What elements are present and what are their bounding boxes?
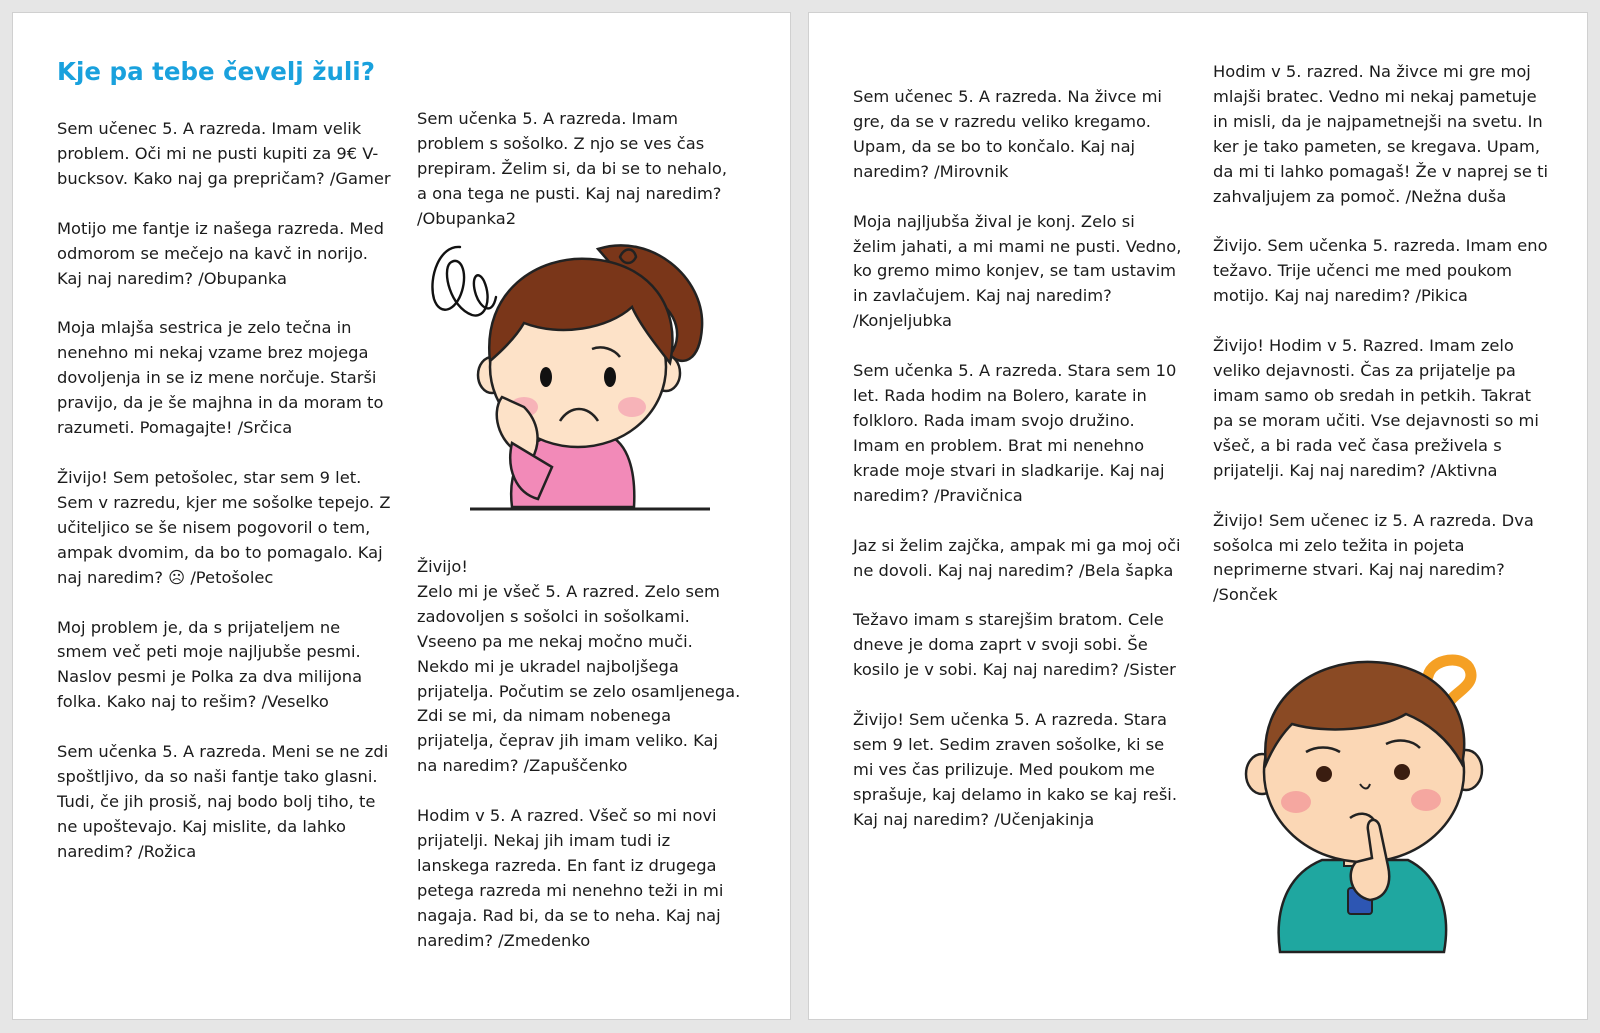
- letter-obupanka: Motijo me fantje iz našega razreda. Med odmorom se mečejo na kavč in norijo. Kaj naj naredim? /Obupanka: [57, 218, 384, 288]
- scribble-icon: [432, 247, 496, 316]
- letter-ucenjakinja: Živijo! Sem učenka 5. A razreda. Stara sem 9 let. Sedim zraven sošolke, ki se mi ves čas prilizuje. Med poukom me sprašuje, kaj delamo in kako se kaj reši. Kaj naj naredim? /Učenjakinja: [853, 710, 1177, 829]
- letter-veselko: Moj problem je, da s prijateljem ne smem več peti moje najljubše pesmi. Naslov pesmi je Polka za dva milijona folka. Kako naj to rešim? /Veselko: [57, 617, 363, 712]
- letter-pravicnica: Sem učenka 5. A razreda. Stara sem 10 let. Rada hodim na Bolero, karate in folkloro. Rada imam svojo družino. Imam en problem. Brat mi nenehno krade moje stvari in sladkarije. Kaj naj naredim? /Pravičnica: [853, 361, 1177, 505]
- letters-column-3: [853, 85, 1183, 858]
- letters-column-4: [1213, 60, 1548, 633]
- letter-rozica: Sem učenka 5. A razreda. Meni se ne zdi spoštljivo, da so naši fantje tako glasni. Tudi, če jih prosiš, naj bodo bolj tiho, te ne upoštevajo. Kaj mislite, da lahko naredim? /Rožica: [57, 742, 389, 861]
- letter-nezna-dusa: Hodim v 5. razred. Na živce mi gre moj mlajši bratec. Vedno mi nekaj pametuje in misli, da je najpametnejši na svetu. In ker je tako pameten, se kregava. Upam, da mi ti lahko pomagaš! Že v naprej se ti zahvaljujem za pomoč. /Nežna duša: [1213, 62, 1548, 206]
- letter-petosolec: Živijo! Sem petošolec, star sem 9 let. Sem v razredu, kjer me sošolke tepejo. Z učiteljico se še nisem pogovoril o tem, ampak dvomim, da bo to pomagalo. Kaj naj naredim? ☹ /Petošolec: [57, 467, 391, 587]
- letter-gamer: Sem učenec 5. A razreda. Imam velik problem. Oči mi ne pusti kupiti za 9€ V-bucksov. Kako naj ga prepričam? /Gamer: [57, 119, 391, 188]
- letter-srcica: Moja mlajša sestrica je zelo tečna in nenehno mi nekaj vzame brez mojega dovoljenja in se iz mene norčuje. Starši pravijo, da je še majhna in da moram to razumeti. Pomagajte! /Srčica: [57, 318, 384, 438]
- letter-mirovnik: Sem učenec 5. A razreda. Na živce mi gre, da se v razredu veliko kregamo. Upam, da se bo to končalo. Kaj naj naredim? /Mirovnik: [853, 87, 1162, 181]
- thinking-boy-illustration: [1240, 652, 1495, 957]
- letters-column-2-top: [417, 107, 742, 257]
- letter-aktivna: Živijo! Hodim v 5. Razred. Imam zelo veliko dejavnosti. Čas za prijatelje pa imam samo ob sredah in petkih. Takrat pa se moram učiti. Vse dejavnosti so mi všeč, a bi rada več časa preživela s prijatelji. Kaj naj naredim? /Aktivna: [1213, 336, 1539, 480]
- letter-konjeljubka: Moja najljubša žival je konj. Zelo si želim jahati, a mi mami ne pusti. Vedno, ko gremo mimo konjev, se tam ustavim in zavlačujem. Kaj naj naredim? /Konjeljubka: [853, 211, 1182, 331]
- letters-column-1: [57, 117, 392, 890]
- letter-sister: Težavo imam s starejšim bratom. Cele dneve je doma zaprt v svoji sobi. Še kosilo je v sobi. Kaj naj naredim? /Sister: [853, 610, 1176, 680]
- letter-zapuscenko: Živijo! Zelo mi je všeč 5. A razred. Zelo sem zadovoljen s sošolci in sošolkami. Vseeno pa me nekaj močno muči. Nekdo mi je ukradel najboljšega prijatelja. Počutim se zelo osamljenega. Zdi se mi, da nimam nobenega prijatelja, čeprav jih imam veliko. Kaj na naredim? /Zapuščenko: [417, 557, 741, 776]
- letter-pikica: Živijo. Sem učenka 5. razreda. Imam eno težavo. Trije učenci me med poukom motijo. Kaj naj naredim? /Pikica: [1213, 236, 1548, 306]
- letter-zmedenko: Hodim v 5. A razred. Všeč so mi novi prijatelji. Nekaj jih imam tudi iz lanskega razreda. En fant iz drugega petega razreda mi nenehno teži in mi nagaja. Rad bi, da se to neha. Kaj naj naredim? /Zmedenko: [417, 806, 724, 950]
- letter-soncek: Živijo! Sem učenec iz 5. A razreda. Dva sošolca mi zelo težita in pojeta neprimerne stvari. Kaj naj naredim? /Sonček: [1213, 510, 1534, 605]
- letter-obupanka2: Sem učenka 5. A razreda. Imam problem s sošolko. Z njo se ves čas prepiram. Želim si, da bi se to nehalo, a ona tega ne pusti. Kaj naj naredim? /Obupanka2: [417, 109, 728, 228]
- letter-bela-sapka: Jaz si želim zajčka, ampak mi ga moj oči ne dovoli. Kaj naj naredim? /Bela šapka: [853, 535, 1181, 580]
- confused-girl-illustration: [420, 237, 730, 527]
- letters-column-2-bottom: [417, 555, 742, 979]
- page-title: Kje pa tebe čevelj žuli?: [57, 57, 375, 86]
